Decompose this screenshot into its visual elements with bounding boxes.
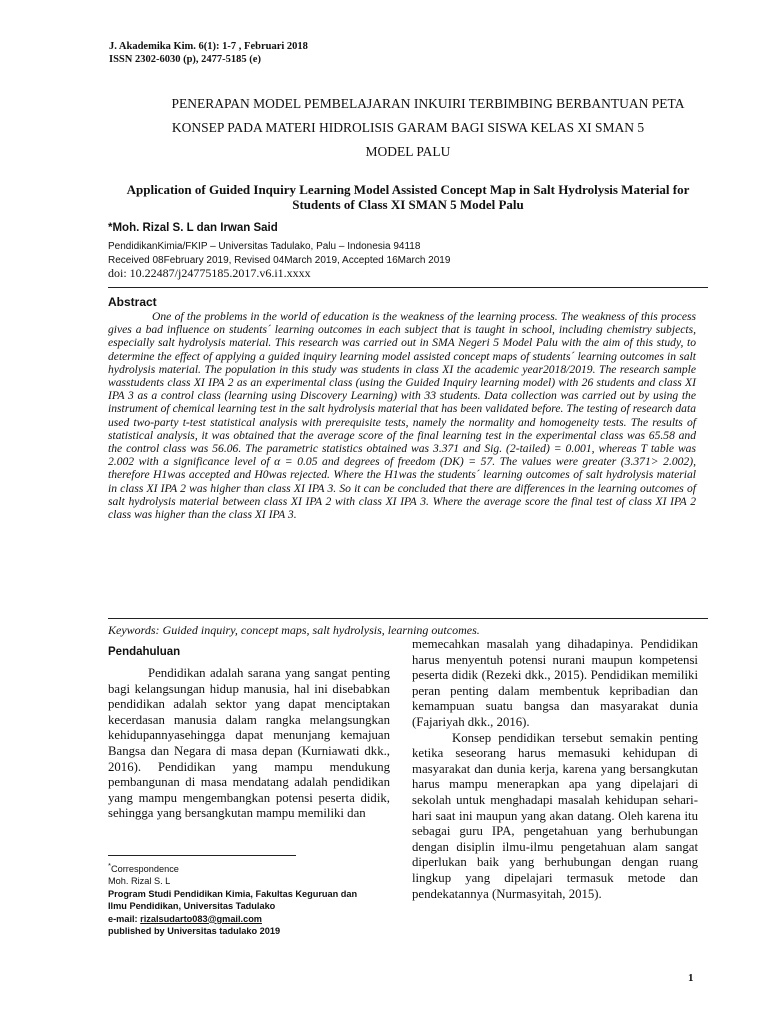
journal-issn: ISSN 2302-6030 (p), 2477-5185 (e) — [109, 54, 261, 65]
title-indonesian-line-2: KONSEP PADA MATERI HIDROLISIS GARAM BAGI SISWA KELAS XI SMAN 5 — [171, 120, 645, 135]
keywords: Keywords: Guided inquiry, concept maps, salt hydrolysis, learning outcomes. — [108, 623, 480, 637]
received-dates: Received 08February 2019, Revised 04March 2019, Accepted 16March 2019 — [108, 255, 451, 266]
journal-header — [109, 40, 308, 66]
footnote-name: Moh. Rizal S. L — [108, 876, 171, 887]
title-indonesian-line-1: PENERAPAN MODEL PEMBELAJARAN INKUIRI TERBIMBING BERBANTUAN PETA — [171, 96, 685, 111]
affiliation: PendidikanKimia/FKIP – Universitas Tadulako, Palu – Indonesia 94118 — [108, 241, 421, 252]
title-indonesian — [108, 92, 708, 164]
abstract-text: One of the problems in the world of education is the weakness of the learning process. The weakness of this process gives a bad influence on students´ learning outcomes in each subject that is taught in school, including chemistry subjects, especially salt hydrolysis material. This research was carried out in SMA Negeri 5 Model Palu with the aim of this study, to determine the effect of applying a guided inquiry learning model assisted concept maps of students´ learning outcomes in salt hydrolysis material. The population in this study was students in class XI the academic year2018/2019. The research sample wasstudents class XI IPA 2 as an experimental class (using the Guided Inquiry learning model) with 26 students and class XI IPA 3 as a control class (learning using Discovery Learning) with 33 students. Data collection was carried out by using the instrument of chemical learning test in the salt hydrolysis material that has been validated before. The testing of research data used two-party t-test statistical analysis with prerequisite tests, namely the normality and homogeneity tests. The results of statistical analysis, it was obtained that the average score of the final learning test in the experimental class was 65.58 and the control class was 56.06. The parametric statistics obtained was 3.371 and Sig. (2-tailed) = 0.001, whereas T table was 2.002 with a significance level of α = 0.05 and degrees of freedom (DK) = 57. The values were greater (3.371> 2.002), therefore H1was accepted and H0was rejected. Where the H1was the students´ learning outcomes of salt hydrolysis material in class XI IPA 2 was higher than class XI IPA 3. So it can be concluded that there are differences in the learning outcomes of salt hydrolysis material between class XI IPA 2 with class XI IPA 3. Where the average score the final test of class XI IPA 2 class was higher than the class XI IPA 3. — [108, 310, 696, 522]
footnote-correspondence — [108, 860, 388, 875]
body-paragraph-left: Pendidikan adalah sarana yang sangat penting bagi kelangsungan hidup manusia, hal ini disebabkan pendidikan adalah sektor yang dapat menciptakan kecerdasan manusia dalam rangka melangsungkan kehidupannyasehingga dapat menunjang kemajuan Bangsa dan Negara di masa depan (Kurniawati dkk., 2016). Pendidikan yang mampu mendukung pembangunan di masa mendatang adalah pendidikan yang mampu mengembangkan potensi peserta didik, sehingga yang bersangkutan mampu memiliki dan — [108, 666, 390, 821]
abstract-heading: Abstract — [108, 295, 157, 309]
footnote-marker: * — [108, 861, 111, 870]
footnote-published: published by Universitas tadulako 2019 — [108, 926, 281, 937]
footnote-label: Correspondence — [110, 864, 179, 875]
divider-abstract — [108, 618, 708, 619]
affiliation-block — [108, 240, 450, 268]
body-paragraph-right-1: memecahkan masalah yang dihadapinya. Pendidikan harus menyentuh potensi nurani maupun kompetensi peserta didik (Rezeki dkk., 2015). Pendidikan memiliki peran penting dalam membentuk kepribadian dan kemampuan suatu bangsa dan masyarakat dunia (Fajariyah dkk., 2016). — [412, 637, 698, 729]
footnote-rule — [108, 855, 296, 856]
title-indonesian-line-3: MODEL PALU — [365, 144, 451, 159]
title-english: Application of Guided Inquiry Learning Model Assisted Concept Map in Salt Hydrolysis Material for Students of Class XI SMAN 5 Model Palu — [126, 182, 690, 212]
section-heading: Pendahuluan — [108, 646, 181, 658]
left-column — [108, 646, 390, 822]
divider-top — [108, 287, 708, 288]
doi[interactable]: doi: 10.22487/j24775185.2017.v6.i1.xxxx — [108, 266, 311, 280]
authors: *Moh. Rizal S. L dan Irwan Said — [108, 222, 278, 234]
footnote-email-label: e-mail: — [108, 913, 141, 924]
footnote-program-1: Program Studi Pendidikan Kimia, Fakultas Keguruan dan — [108, 888, 358, 899]
body-paragraph-right-2: Konsep pendidikan tersebut semakin penting ketika seseorang harus memasuki kehidupan di masyarakat dan dunia kerja, karena yang bersangkutan harus mampu menerapkan apa yang dipelajari di sekolah untuk menghadapi masalah kehidupan sehari-hari saat ini maupun yang akan datang. Oleh karena itu sebagai guru IPA, pengetahuan yang berhubungan dengan disiplin ilmu-ilmu pengetahuan alam sangat diperlukan baik yang berhubungan dengan ruang lingkup yang dipelajari termasuk metode dan pendekatannya (Nurmasyitah, 2015). — [412, 730, 698, 901]
footnote-program-2: Ilmu Pendidikan, Universitas Tadulako — [108, 901, 276, 912]
page-number: 1 — [688, 972, 694, 984]
footnote — [108, 855, 388, 938]
footnote-email-link[interactable]: rizalsudarto083@gmail.com — [140, 913, 262, 924]
right-column — [412, 637, 698, 902]
footnote-email-line — [108, 913, 388, 925]
journal-citation: J. Akademika Kim. 6(1): 1-7 , Februari 2018 — [109, 41, 308, 52]
